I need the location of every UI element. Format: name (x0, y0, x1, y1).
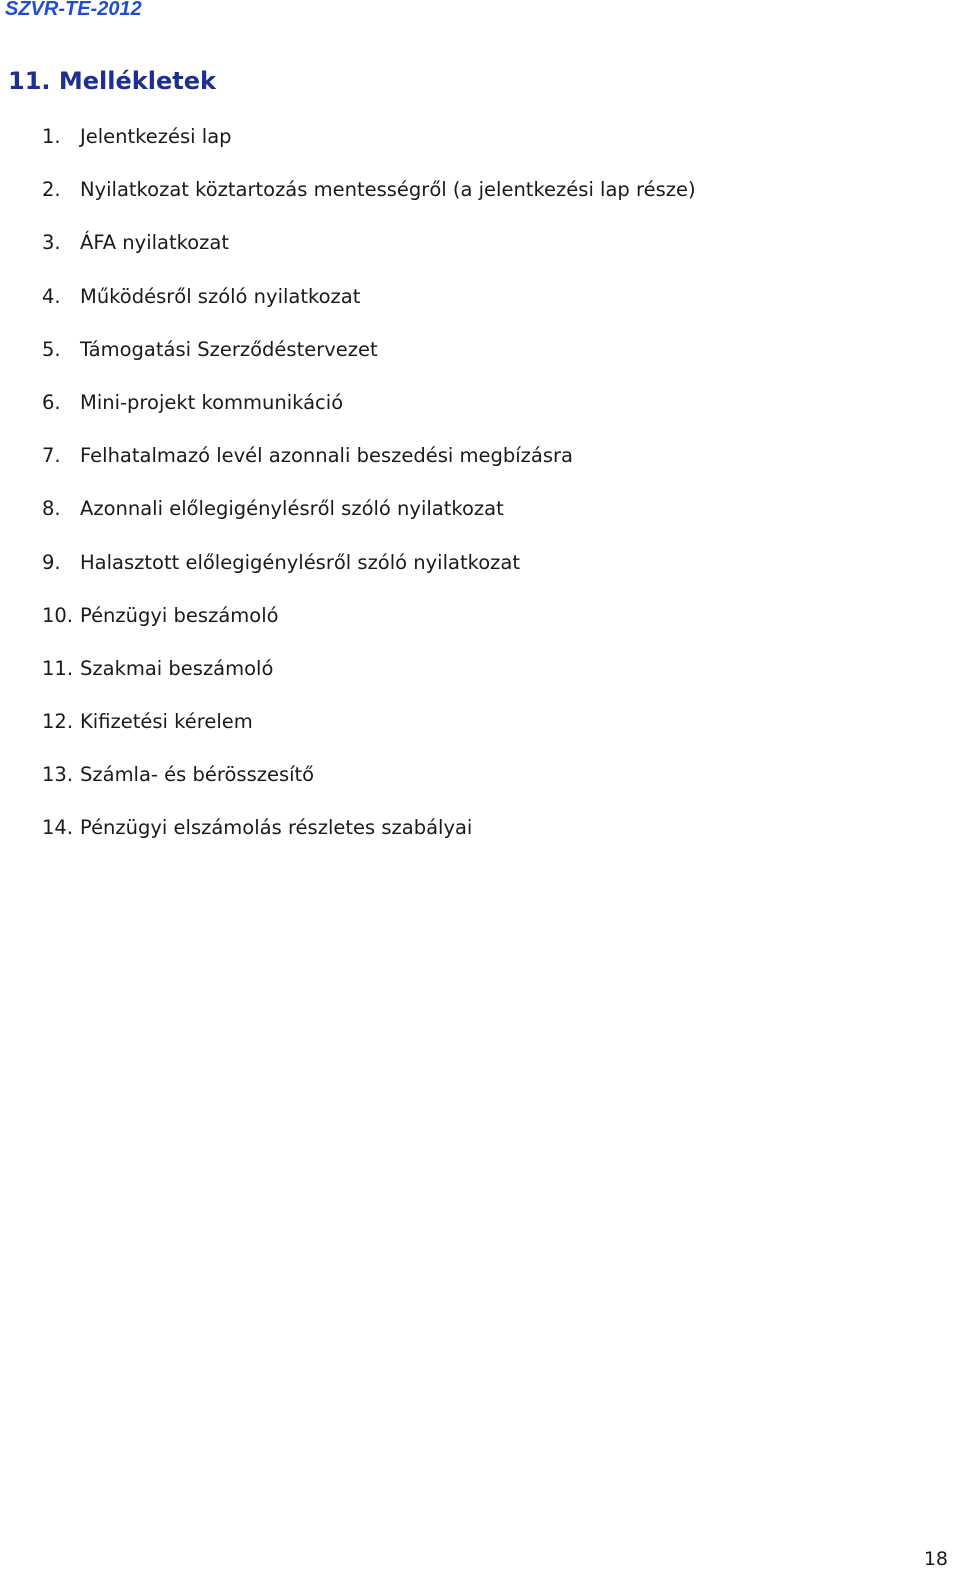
annex-label: Nyilatkozat köztartozás mentességről (a jelentkezési lap része) (80, 178, 696, 202)
annex-label: Jelentkezési lap (80, 125, 232, 148)
annex-number: 8. (42, 497, 61, 521)
annex-label: Támogatási Szerződéstervezet (80, 337, 378, 361)
section-title: 11. Mellékletek (8, 67, 216, 95)
annex-label: Szakmai beszámoló (80, 656, 274, 680)
annex-number: 2. (42, 178, 61, 202)
annex-number: 6. (42, 390, 61, 414)
annex-number: 11. (42, 656, 74, 680)
annex-number: 10. (42, 603, 74, 627)
annex-label: ÁFA nyilatkozat (80, 231, 229, 255)
page-number: 18 (923, 1548, 948, 1570)
annex-label: Pénzügyi beszámoló (80, 603, 279, 627)
annex-number: 7. (42, 444, 61, 468)
annex-number: 12. (42, 710, 74, 734)
annex-number: 13. (42, 763, 74, 787)
annex-number: 1. (42, 125, 61, 148)
annex-label: Működésről szóló nyilatkozat (80, 284, 361, 308)
annex-label: Mini-projekt kommunikáció (80, 390, 344, 414)
annex-label: Számla- és bérösszesítő (80, 763, 315, 787)
annex-number: 4. (42, 284, 61, 308)
annex-label: Halasztott előlegigénylésről szóló nyilatkozat (80, 550, 520, 574)
annex-number: 14. (42, 816, 74, 840)
annex-label: Azonnali előlegigénylésről szóló nyilatkozat (80, 497, 504, 521)
annex-label: Felhatalmazó levél azonnali beszedési megbízásra (80, 444, 573, 468)
annex-label: Pénzügyi elszámolás részletes szabályai (80, 816, 473, 840)
annex-number: 5. (42, 337, 61, 361)
document-code: SZVR-TE-2012 (5, 0, 142, 20)
annex-number: 3. (42, 231, 61, 255)
annex-number: 9. (42, 550, 61, 574)
annex-label: Kifizetési kérelem (80, 710, 253, 734)
